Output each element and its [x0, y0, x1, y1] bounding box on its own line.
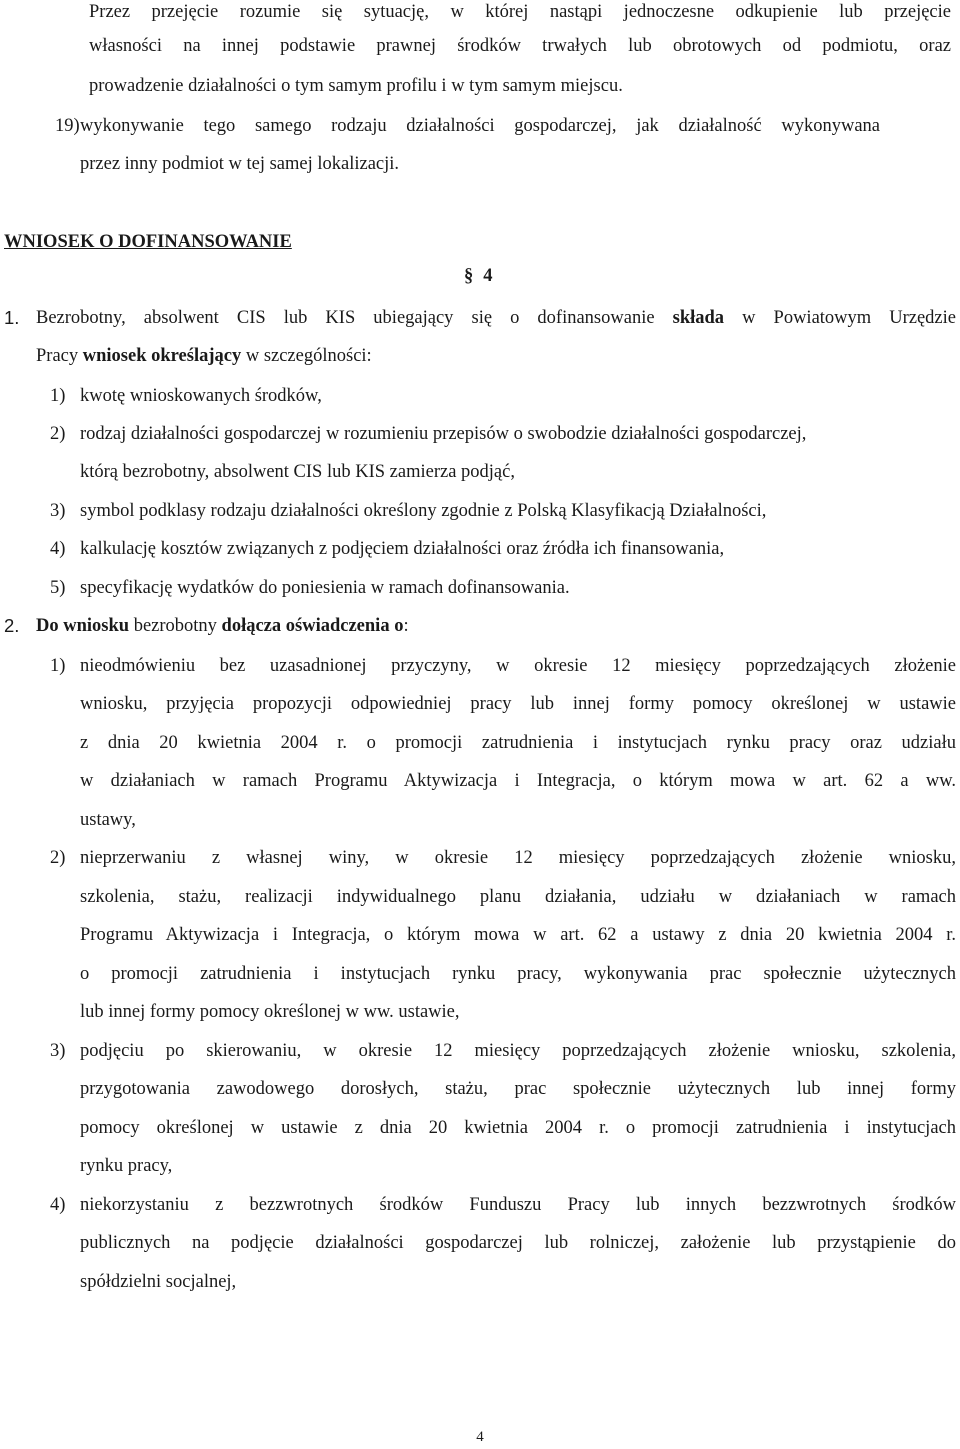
p2-item-2-line-5: lub innej formy pomocy określonej w ww. ustawie,: [80, 1002, 460, 1022]
p1-item-3-number: 3): [50, 501, 66, 521]
p1-item-1-text: kwotę wnioskowanych środków,: [80, 386, 322, 406]
p2-item-1-line-5: ustawy,: [80, 810, 136, 830]
p2-item-1-line-3: z dnia 20 kwietnia 2004 r. o promocji zatrudnienia i instytucjach rynku pracy oraz udziału: [80, 733, 956, 753]
p1-item-4-number: 4): [50, 539, 66, 559]
p1-item-2-number: 2): [50, 424, 66, 444]
paragraph-2-number: 2.: [4, 615, 20, 636]
intro-line-2: własności na innej podstawie prawnej środków trwałych lub obrotowych od podmiotu, oraz: [89, 36, 951, 56]
p2-item-2-number: 2): [50, 848, 66, 868]
p2-item-1-line-4: w działaniach w ramach Programu Aktywizacja i Integracja, o którym mowa w art. 62 a ww.: [80, 771, 956, 791]
p2-item-2-line-1: nieprzerwaniu z własnej winy, w okresie 12 miesięcy poprzedzających złożenie wniosku,: [80, 848, 956, 868]
section-marker: [464, 264, 493, 288]
p2-item-2-line-4: o promocji zatrudnienia i instytucjach rynku pracy, wykonywania prac społecznie użytecznych: [80, 964, 956, 984]
p1-item-2-line-2: którą bezrobotny, absolwent CIS lub KIS zamierza podjąć,: [80, 462, 515, 482]
section-heading: WNIOSEK O DOFINANSOWANIE: [4, 232, 292, 252]
p2-item-1-line-1: nieodmówieniu bez uzasadnionej przyczyny, w okresie 12 miesięcy poprzedzających złożenie: [80, 656, 956, 676]
p1-item-4-text: kalkulację kosztów związanych z podjęciem działalności oraz źródła ich finansowania,: [80, 539, 725, 559]
p1-item-2-line-1: rodzaj działalności gospodarczej w rozumieniu przepisów o swobodzie działalności gospodarczej,: [80, 424, 807, 444]
page-number: 4: [476, 1429, 484, 1445]
p2-item-2-line-3: Programu Aktywizacja i Integracja, o którym mowa w art. 62 a ustawy z dnia 20 kwietnia 2004 r.: [80, 925, 956, 945]
p1-item-3-text: symbol podklasy rodzaju działalności określony zgodnie z Polską Klasyfikacją Działalności,: [80, 501, 767, 521]
item-19-line-1: wykonywanie tego samego rodzaju działalności gospodarczej, jak działalność wykonywana: [80, 116, 880, 136]
p2-item-4-line-2: publicznych na podjęcie działalności gospodarczej lub rolniczej, założenie lub przystąpienie do: [80, 1233, 956, 1253]
section-number: 4: [483, 266, 493, 286]
p2-item-3-line-4: rynku pracy,: [80, 1156, 173, 1176]
p1-item-5-number: 5): [50, 578, 66, 598]
paragraph-1-line-2: Pracy wniosek określający w szczególności:: [36, 346, 372, 366]
p2-item-1-number: 1): [50, 656, 66, 676]
item-19-line-2: przez inny podmiot w tej samej lokalizacji.: [80, 154, 400, 174]
p2-item-4-line-1: niekorzystaniu z bezzwrotnych środków Funduszu Pracy lub innych bezzwrotnych środków: [80, 1195, 956, 1215]
intro-line-1: Przez przejęcie rozumie się sytuację, w której nastąpi jednoczesne odkupienie lub przejęcie: [89, 2, 951, 22]
p2-item-4-number: 4): [50, 1195, 66, 1215]
intro-line-3: prowadzenie działalności o tym samym profilu i w tym samym miejscu.: [89, 76, 623, 96]
p1-item-5-text: specyfikację wydatków do poniesienia w ramach dofinansowania.: [80, 578, 570, 598]
p2-item-3-line-2: przygotowania zawodowego dorosłych, stażu, prac społecznie użytecznych lub innej formy: [80, 1079, 956, 1099]
paragraph-2-lead: Do wniosku bezrobotny dołącza oświadczenia o:: [36, 616, 409, 636]
paragraph-1-number: 1.: [4, 307, 20, 328]
section-sign: §: [464, 266, 474, 286]
p2-item-3-line-3: pomocy określonej w ustawie z dnia 20 kwietnia 2004 r. o promocji zatrudnienia i instytucjach: [80, 1118, 956, 1138]
paragraph-1-line-1: Bezrobotny, absolwent CIS lub KIS ubiegający się o dofinansowanie składa w Powiatowym Urzędzie: [36, 308, 956, 328]
p2-item-2-line-2: szkolenia, stażu, realizacji indywidualnego planu działania, udziału w działaniach w ramach: [80, 887, 956, 907]
p2-item-1-line-2: wniosku, przyjęcia propozycji odpowiedniej pracy lub innej formy pomocy określonej w ustawie: [80, 694, 956, 714]
item-19-number: 19): [55, 116, 80, 136]
p1-item-1-number: 1): [50, 386, 66, 406]
p2-item-4-line-3: spółdzielni socjalnej,: [80, 1272, 237, 1292]
p2-item-3-line-1: podjęciu po skierowaniu, w okresie 12 miesięcy poprzedzających złożenie wniosku, szkolenia,: [80, 1041, 956, 1061]
p2-item-3-number: 3): [50, 1041, 66, 1061]
